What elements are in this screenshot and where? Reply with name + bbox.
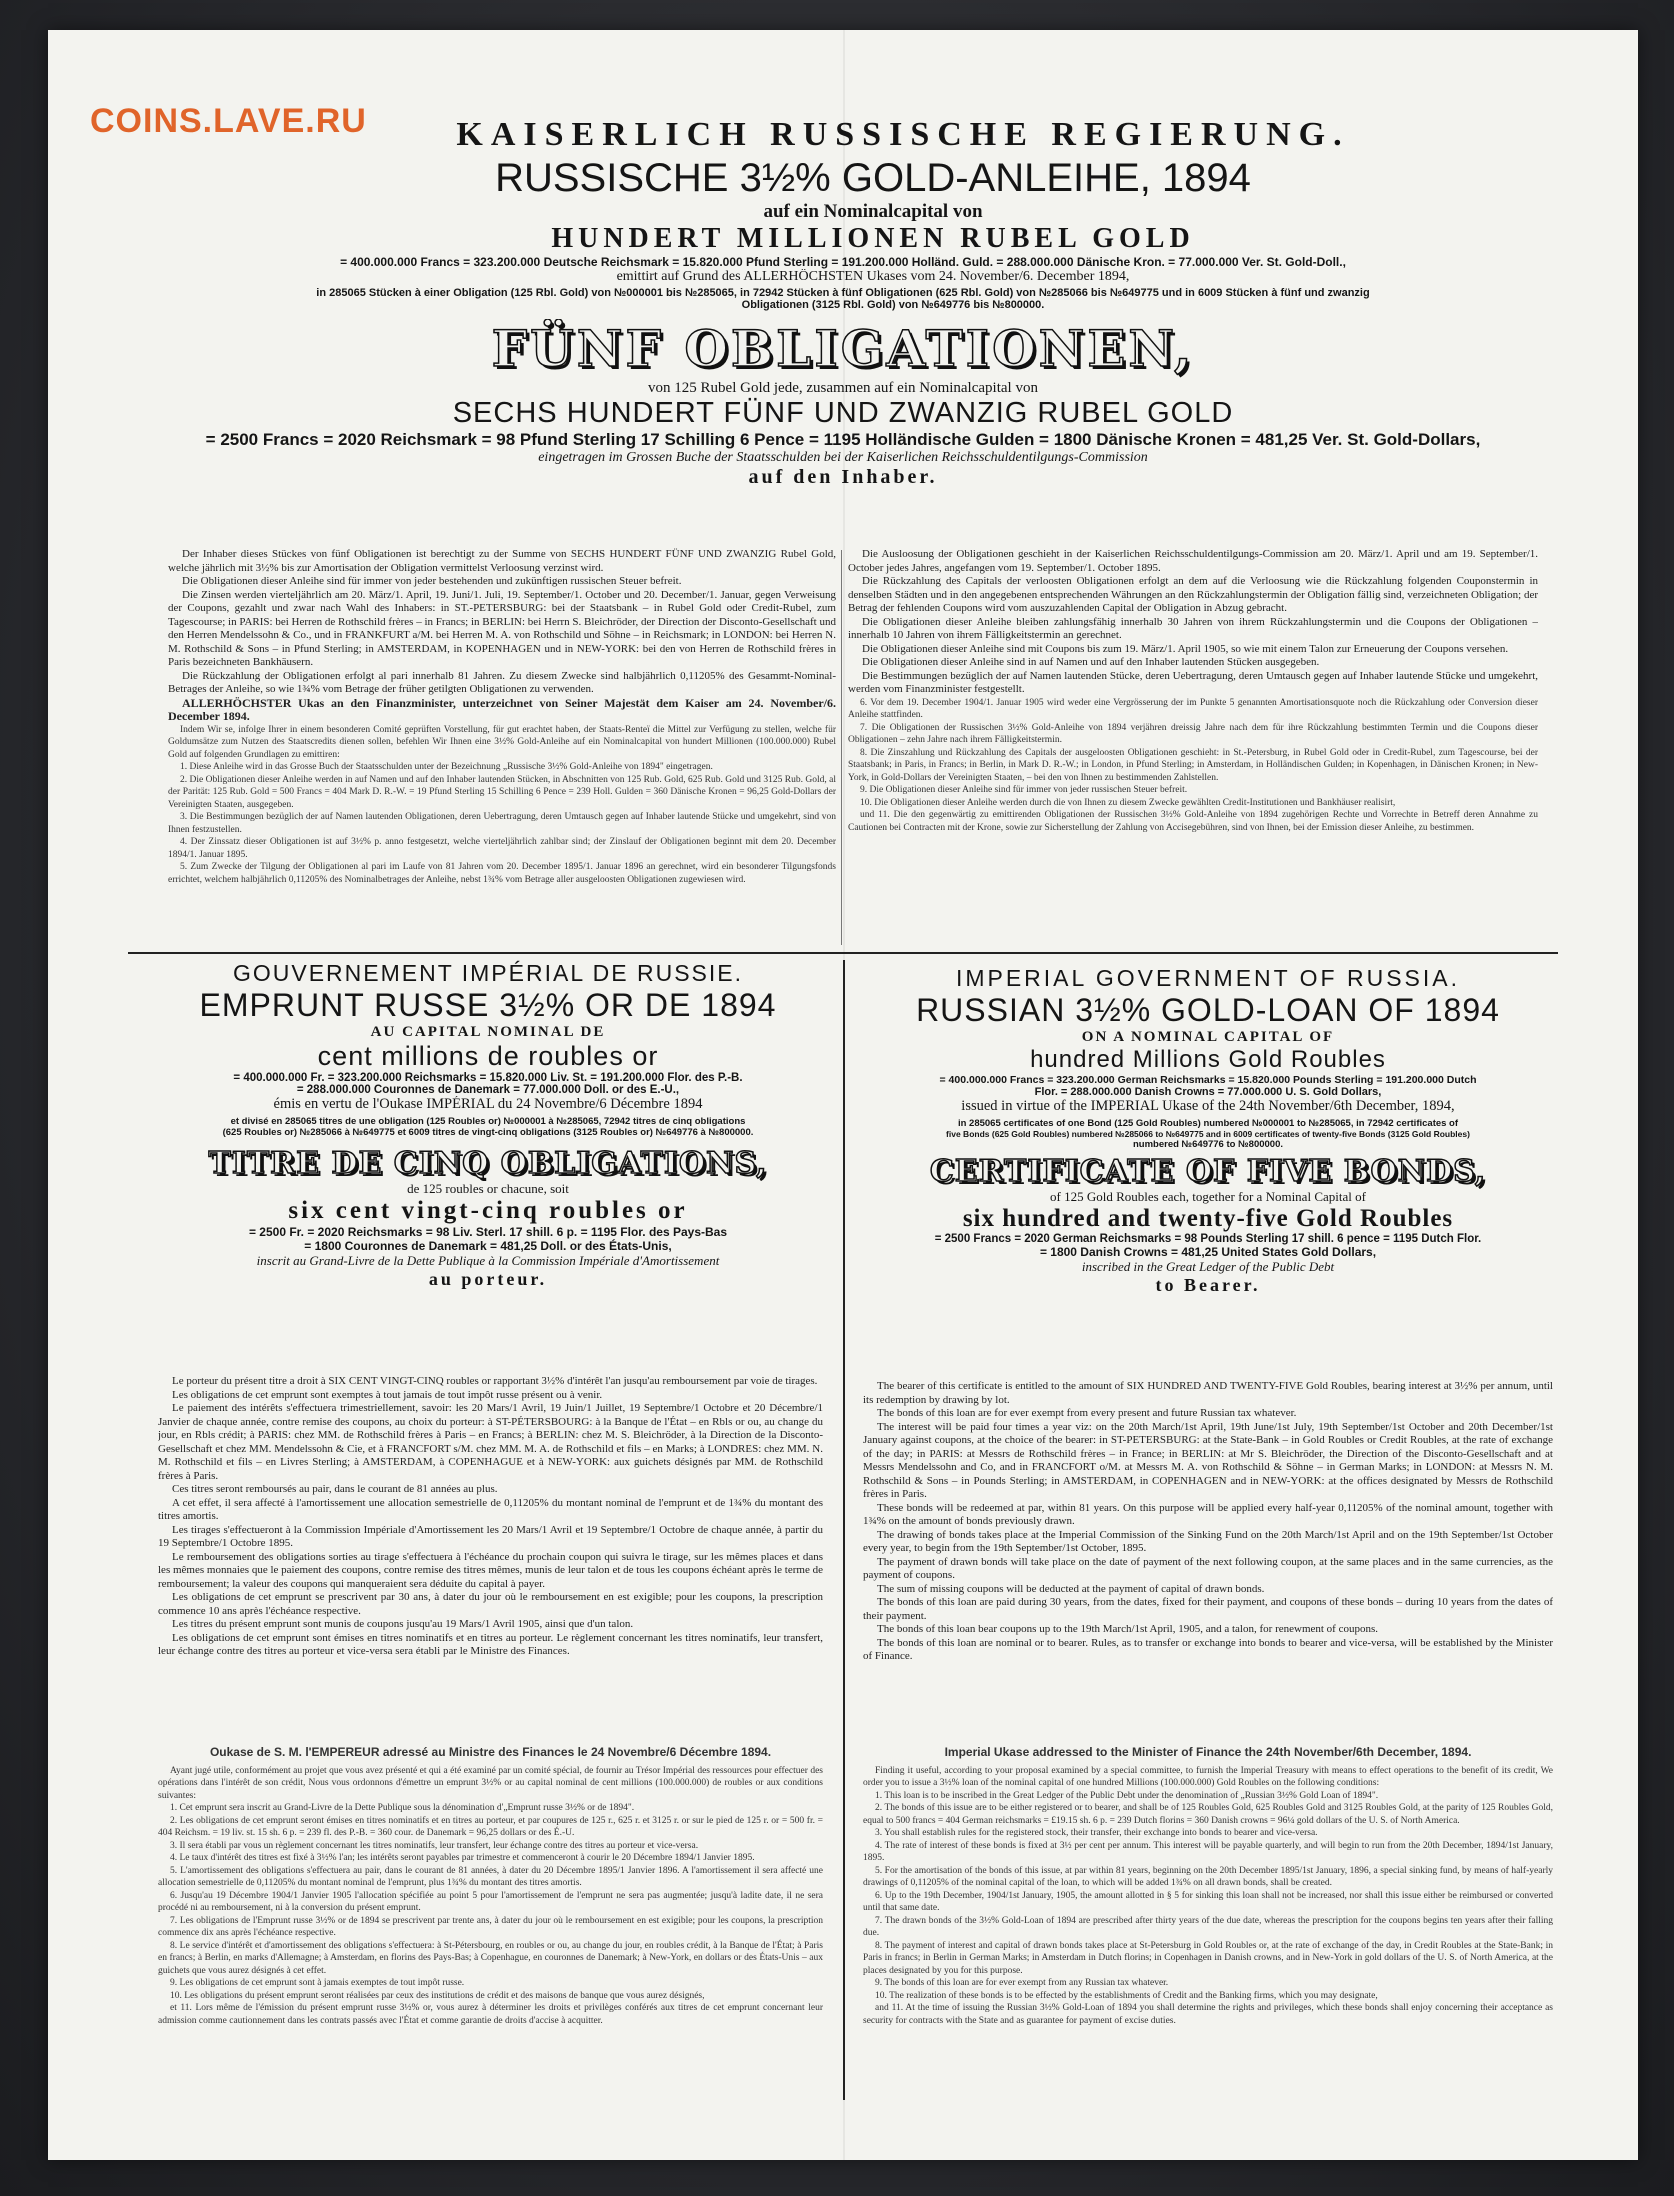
english-government-title: IMPERIAL GOVERNMENT OF RUSSIA.	[955, 965, 1461, 991]
french-para: Les obligations de cet emprunt se prescrivent par 30 ans, à dater du jour où le remboursement en est exigible; pour les coupons, la prescription commence 10 ans après l'échéance respective.	[158, 1591, 823, 1617]
french-ukase-para: 3. Il sera établi par vous un règlement concernant les titres nominatifs, leur transfert, leur échange contre des titres au porteur et vice-versa.	[170, 1840, 699, 1851]
german-certificate-title: FÜNF OBLIGATIONEN,	[491, 319, 1195, 378]
german-terms-right	[848, 548, 1538, 943]
german-left-para: 5. Zum Zwecke der Tilgung der Obligationen al pari im Laufe von 81 Jahren vom 20. December 1895/1. Januar 1896 an gerechnet, wird ein besonderer Tilgungsfonds errichtet, welchem halbjährlich 0,11205% des Nominalbetrages der Anleihe, nebst 1¾% vom Betrage aller ausgeloosten Obligationen zugewiesen wird.	[168, 862, 836, 885]
french-ukase-para: 8. Le service d'intérêt et d'amortissement des obligations s'effectuera: à St-Pétersbourg, en roubles or ou, au change du jour, en roubles crédit, à la Banque de l'État; à Paris en francs; à Berlin, en marks d'Allemagne; à Amsterdam, en florins des Pays-Bas; à Copenhague, en couronnes de Danemark; à New-York, en dollars or des États-Unis – aux guichets que vous aurez désignés à cet effet.	[158, 1940, 823, 1976]
french-capital-amount: cent millions de roubles or	[317, 1041, 659, 1071]
french-para: Ces titres seront remboursés au pair, dans le courant de 81 années au plus.	[172, 1483, 498, 1495]
english-section	[858, 965, 1558, 1296]
english-para: The interest will be paid four times a year viz: on the 20th March/1st April, 19th June/1st July, 19th September/1st October and 20th December/1st January against coupons, at the choice of the bearer: in ST-PETERSBURG: at the State-Bank – in Gold Roubles or Credit Roubles, at the rate of exchange of the day; in PARIS: at Messrs de Rothschild frères – in France; in BERLIN: at Mr S. Bleichröder, the Direction of the Disconto-Gesellschaft and at Messrs Mendelssohn and Co, and in FRANCFORT o/M. at Messrs M. A. von Rothschild & Söhne – in German Marks; in LONDON: at Messrs N. M. Rothschild & Sons – in Pounds Sterling; in AMSTERDAM, in COPENHAGEN and in NEW-YORK: at the offices designated by Messrs de Rothschild frères in Paris.	[863, 1420, 1553, 1500]
english-ukase-para: 1. This loan is to be inscribed in the Great Ledger of the Public Debt under the denomination of „Russian 3½% Gold Loan of 1894".	[875, 1790, 1379, 1801]
french-government-title: GOUVERNEMENT IMPÉRIAL DE RUSSIE.	[232, 960, 744, 986]
english-ledger-note: inscribed in the Great Ledger of the Public Debt	[1081, 1259, 1335, 1274]
english-para: The bearer of this certificate is entitled to the amount of SIX HUNDRED AND TWENTY-FIVE Gold Roubles, bearing interest at 3½% per annum, until its redemption by drawing by lot.	[863, 1380, 1553, 1406]
english-capital-intro: ON A NOMINAL CAPITAL OF	[1081, 1029, 1335, 1045]
english-para: These bonds will be redeemed at par, within 81 years. On this purpose will be applied every half-year 0,11205% of the nominal amount, together with 1¾% on the amount of bonds previously drawn.	[863, 1501, 1553, 1527]
german-ukase-reference: emittirt auf Grund des ALLERHÖCHSTEN Ukases vom 24. November/6. December 1894,	[616, 269, 1130, 284]
german-left-para: Indem Wir se, infolge Ihrer in einem besonderen Comité geprüften Vorstellung, für gut erachtet haben, der Staats-Renteï die Mittel zur Verfügung zu stellen, welche für Goldumsätze zum Nutzen des Staatscredits dienen sollen, befehlen Wir Ihnen eine 3½% Gold-Anleihe auf ein Nominalcapital von hundert Millionen (100.000.000) Rubel Gold auf folgenden Grundlagen zu emittiren:	[168, 724, 836, 760]
english-bearer: to Bearer.	[1155, 1275, 1261, 1295]
french-para: A cet effet, il sera affecté à l'amortissement une allocation semestrielle de 0,11205% du montant nominal de l'emprunt et de 1¾% du montant des titres amortis.	[158, 1496, 823, 1522]
french-issue-details: et divisé en 285065 titres de une obligation (125 Roubles or) №000001 à №285065, 72942 titres de cinq obligations	[230, 1116, 746, 1127]
german-left-para: 4. Der Zinssatz dieser Obligationen ist auf 3½% p. anno festgesetzt, welche vierteljährlich zahlbar sind; der Zinslauf der Obligationen beginnt mit dem 20. December 1894/1. Januar 1895.	[168, 837, 836, 860]
german-column-divider	[841, 550, 842, 945]
english-terms	[863, 1380, 1553, 1735]
french-capital-intro: AU CAPITAL NOMINAL DE	[370, 1024, 606, 1040]
french-loan-title: EMPRUNT RUSSE 3½% OR DE 1894	[199, 987, 777, 1023]
german-left-para: Die Rückzahlung der Obligationen erfolgt al pari innerhalb 81 Jahren. Zu diesem Zwecke sind halbjährlich 0,11205% des Gesammt-Nominal-Betrages der Anleihe, so wie 1¾% vom Betrage der früher getilgten Obligationen zu verwenden.	[168, 669, 836, 695]
german-loan-title: RUSSISCHE 3½% GOLD-ANLEIHE, 1894	[495, 156, 1251, 200]
french-ukase-para: Ayant jugé utile, conformément au projet que vous avez présenté et qui a été examiné par un comité spécial, de fournir au Trésor Impérial des ressources pour effectuer des opérations dans l'intérêt de son crédit, Nous vous ordonnons d'émettre un emprunt 3½% or au capital nominal de cent millions (100.000.000) de roubles or aux conditions suivantes:	[158, 1765, 823, 1801]
french-currency-equivalents: = 400.000.000 Fr. = 323.200.000 Reichsmarks = 15.820.000 Liv. St. = 191.200.000 Flor. des P.-B.	[233, 1072, 743, 1084]
english-ukase-para: 8. The payment of interest and capital of drawn bonds takes place at St-Petersburg in Gold Roubles or, at the rate of exchange of the day, in Credit Roubles at the State-Bank; in Paris in francs; in Berlin in German Marks; in Amsterdam in Dutch florins; in Copenhagen in Danish crowns, and in New-York in gold dollars of the U. S. of North America, at the places designated by you for this purpose.	[863, 1940, 1553, 1976]
french-ukase-para: 2. Les obligations de cet emprunt seront émises en titres nominatifs et en titres au porteur, et par coupures de 125 r., 625 r. et 3125 r. or sur le pied de 125 r. or = 500 fr. = 404 Reichsm. = 19 liv. st. 15 sh. 6 p. = 239 fl. des P.-B. = 360 cour. de Danemark = 96,25 dollars or des É.-U.	[158, 1815, 823, 1838]
english-ukase-para: 5. For the amortisation of the bonds of this issue, at par within 81 years, beginning on the 20th December 1895/1st January, 1896, a special sinking fund, by means of half-yearly drawings of 0,11205% of the nominal capital of the loan, to which will be added 1¾% on all drawn bonds, shall be created.	[863, 1865, 1553, 1888]
english-certificate-title: CERTIFICATE OF FIVE BONDS,	[929, 1154, 1487, 1189]
french-ukase-reference: émis en vertu de l'Oukase IMPÉRIAL du 24 Novembre/6 Décembre 1894	[273, 1096, 703, 1112]
english-ukase-para: 4. The rate of interest of these bonds is fixed at 3½ per cent per annum. This interest will be payable quarterly, and will begin to run from the 20th December, 1894/1st January, 1895.	[863, 1840, 1553, 1863]
french-ukase-para: 5. L'amortissement des obligations s'effectuera au pair, dans le courant de 81 années, à dater du 20 Décembre 1895/1 Janvier 1896. A l'amortissement il sera affecté une allocation semestrielle de 0,11205% du montant nominal de l'emprunt, plus 1¾% du montant des titres amortis.	[158, 1865, 823, 1888]
german-section	[108, 116, 1578, 489]
english-issue-details: in 285065 certificates of one Bond (125 Gold Roubles) numbered №000001 to №285065, in 72942 certificates of	[957, 1118, 1459, 1129]
english-ukase-para: 2. The bonds of this issue are to be either registered or to bearer, and shall be of 125 Roubles Gold, 625 Roubles Gold and 3125 Roubles Gold, at the parity of 125 Roubles Gold, equal to 500 francs = 404 German reichsmarks = £19.15 sh. 6 p. = 239 Dutch florins = 360 Danish crowns = 96¼ gold dollars of the U. S. of North America.	[863, 1803, 1553, 1826]
english-ukase-para: 7. The drawn bonds of the 3½% Gold-Loan of 1894 are prescribed after thirty years of the due date, whereas the prescription for the coupons begins ten years after their falling due.	[863, 1915, 1553, 1938]
german-right-para: 10. Die Obligationen dieser Anleihe werden durch die von Ihnen zu diesem Zwecke gewählten Credit-Institutionen und Bankhäuser realisirt,	[860, 797, 1396, 808]
english-issue-details-2: five Bonds (625 Gold Roubles) numbered №285066 to №649775 and in 6009 certificates of twenty-five Bonds (3125 Gold Roubles)	[946, 1129, 1470, 1139]
french-ukase-para: 10. Les obligations du présent emprunt seront réalisées par ceux des institutions de crédit et des maisons de banque que vous aurez désignés,	[170, 1990, 705, 2001]
french-bearer: au porteur.	[428, 1269, 548, 1289]
german-ukase-heading: ALLERHÖCHSTER Ukas an den Finanzminister, unterzeichnet von Seiner Majestät dem Kaiser am 24. November/6. December 1894.	[168, 695, 836, 723]
english-para: The bonds of this loan are for ever exempt from every present and future Russian tax whatever.	[877, 1407, 1297, 1419]
english-issue-details-3: numbered №649776 to №800000.	[1132, 1139, 1284, 1150]
german-bond-total: SECHS HUNDERT FÜNF UND ZWANZIG RUBEL GOLD	[452, 397, 1234, 429]
english-para: The bonds of this loan are paid during 30 years, from the dates, fixed for their payment, and coupons of these bonds – during 10 years from the dates of their payment.	[863, 1596, 1553, 1622]
french-bond-equivalents: = 2500 Fr. = 2020 Reichsmarks = 98 Liv. Sterl. 17 shill. 6 p. = 1195 Flor. des Pays-Bas	[248, 1225, 728, 1239]
english-currency-equivalents: = 400.000.000 Francs = 323.200.000 German Reichsmarks = 15.820.000 Pounds Sterling = 191.200.000 Dutch	[939, 1074, 1477, 1086]
english-ukase-para: 9. The bonds of this loan are for ever exempt from any Russian tax whatever.	[875, 1978, 1169, 1988]
german-bond-denomination: von 125 Rubel Gold jede, zusammen auf ein Nominalcapital von	[648, 380, 1038, 396]
english-para: The payment of drawn bonds will take place on the date of payment of the next following coupon, at the same places and in the same currencies, as the payment of coupons.	[863, 1555, 1553, 1581]
section-divider	[128, 952, 1558, 954]
german-terms-left	[168, 548, 836, 943]
german-bond-equivalents: = 2500 Francs = 2020 Reichsmark = 98 Pfund Sterling 17 Schilling 6 Pence = 1195 Holländische Gulden = 1800 Dänische Kronen = 481,25 Ver. St. Gold-Dollars,	[205, 430, 1481, 449]
french-ukase	[158, 1742, 823, 2097]
french-para: Le paiement des intérêts s'effectuera trimestriellement, savoir: les 20 Mars/1 Avril, 19 Juin/1 Juillet, 19 Septembre/1 Octobre et 20 Décembre/1 Janvier de chaque année, contre remise des coupons, au choix du porteur: à ST-PÉTERSBOURG: à la Banque de l'État – en Rbls or ou, au change du jour, en Rbls crédit; à PARIS: chez MM. de Rothschild frères à Paris – en Francs; à BERLIN: chez M. S. Bleichröder, à la Direction de la Disconto-Gesellschaft et chez MM. Mendelssohn & Cie, et à FRANCFORT s/M. chez MM. M. A. de Rothschild et fils – en Marks; à LONDRES: chez MM. N. M. Rothschild et fils – en Livres Sterling; à AMSTERDAM, à COPENHAGUE et à NEW-YORK: aux guichets désignés par MM. de Rothschild frères à Paris.	[158, 1402, 823, 1482]
german-government-title: KAISERLICH RUSSISCHE REGIERUNG.	[456, 116, 1350, 153]
french-section	[148, 960, 828, 1290]
german-right-para: Die Ausloosung der Obligationen geschieht in der Kaiserlichen Reichsschuldentilgungs-Commission am 20. März/1. April und am 19. September/1. October jedes Jahres, angefangen vom 19. September/1. October 1895.	[848, 548, 1538, 574]
french-ledger-note: inscrit au Grand-Livre de la Dette Publique à la Commission Impériale d'Amortissement	[256, 1253, 720, 1268]
english-bond-equivalents-2: = 1800 Danish Crowns = 481,25 United States Gold Dollars,	[1039, 1245, 1377, 1259]
german-right-para: 9. Die Obligationen dieser Anleihe sind für immer von jeder russischen Steuer befreit.	[860, 785, 1188, 795]
german-right-para: 6. Vor dem 19. December 1904/1. Januar 1905 wird weder eine Vergrösserung der im Punkte 5 genannten Amortisationsquote noch die Rückzahlung oder Conversion dieser Anleihe stattfinden.	[848, 697, 1538, 720]
french-ukase-para: et 11. Lors même de l'émission du présent emprunt russe 3½% or, vous aurez à déterminer les droits et privilèges conférés aux titres de cet emprunt concernant leur admission comme cautionnement dans les contrats passés avec l'État et comme garantie de droits d'accise à acquitter.	[158, 2003, 823, 2026]
french-para: Les obligations de cet emprunt sont émises en titres nominatifs et en titres au porteur. Le règlement concernant les titres nominatifs, leur transfert, leur échange contre des titres au porteur et vice-versa sera établi par le Ministre des Finances.	[158, 1631, 823, 1657]
french-bond-denomination: de 125 roubles or chacune, soit	[407, 1181, 569, 1196]
english-ukase-para: Finding it useful, according to your proposal examined by a special committee, to furnish the Imperial Treasury with means to effect operations to the benefit of its credit, We order you to issue a 3½% loan of the nominal capital of one hundred Millions (100.000.000) Gold Roubles on the following conditions:	[863, 1765, 1553, 1788]
english-ukase-reference: issued in virtue of the IMPERIAL Ukase of the 24th November/6th December, 1894,	[961, 1098, 1455, 1114]
german-right-para: Die Bestimmungen bezüglich der auf Namen lautenden Stücke, deren Uebertragung, deren Umtausch gegen auf Inhaber lautende Stücke und umgekehrt, werden vom Finanzminister festgestellt.	[848, 669, 1538, 695]
french-terms	[158, 1375, 823, 1737]
german-left-para: Die Zinsen werden vierteljährlich am 20. März/1. April, 19. Juni/1. Juli, 19. September/1. October und 20. December/1. Januar, gegen Verweisung der Coupons, gezahlt und zwar nach Wahl des Inhabers: in ST.-PETERSBURG: bei der Staatsbank – in Rubel Gold oder Credit-Rubel, zum Tagescourse; in PARIS: bei Herren de Rothschild frères – in Francs; in BERLIN: bei Herrn S. Bleichröder, der Direction der Disconto-Gesellschaft und den Herren Mendelssohn & Co., und in FRANKFURT a/M. bei Herren M. A. von Rothschild und Söhne – in Reichsmark; in LONDON: bei Herren N. M. Rothschild & Sons – in Pfund Sterling; in AMSTERDAM, in KOPENHAGEN und in NEW-YORK: bei den von Herren de Rothschild frères in Paris bezeichneten Bankhäusern.	[168, 588, 836, 668]
german-ledger-note: eingetragen im Grossen Buche der Staatsschulden bei der Kaiserlichen Reichsschuldentilgungs-Commission	[538, 450, 1148, 465]
french-certificate-title: TITRE DE CINQ OBLIGATIONS,	[208, 1146, 768, 1181]
german-issue-details-2: Obligationen (3125 Rbl. Gold) von №649776 bis №800000.	[741, 299, 1045, 311]
german-right-para: Die Rückzahlung des Capitals der verloosten Obligationen erfolgt an dem auf die Verloosung wie die Rückzahlung folgenden Couponstermin in denselben Städten und in den angegebenen entsprechenden Währungen an den Rückzahlungstermin der Obligation fällig sind, verzeichneten Obligation; der Betrag der fehlenden Coupons wird vom auszuzahlenden Capital der Obligation in Abzug gebracht.	[848, 575, 1538, 614]
french-para: Le porteur du présent titre a droit à SIX CENT VINGT-CINQ roubles or rapportant 3½% d'intérêt l'an jusqu'au remboursement par voie de tirages.	[172, 1375, 818, 1387]
french-para: Les obligations de cet emprunt sont exemptes à tout jamais de tout impôt russe présent ou à venir.	[172, 1388, 603, 1401]
french-issue-details-2: (625 Roubles or) №285066 à №649775 et 6009 titres de vingt-cinq obligations (3125 Roubles or) №649776 à №800000.	[222, 1127, 754, 1138]
english-bond-total: six hundred and twenty-five Gold Roubles	[962, 1205, 1454, 1232]
german-currency-equivalents: = 400.000.000 Francs = 323.200.000 Deutsche Reichsmark = 15.820.000 Pfund Sterling = 191.200.000 Holländ. Guld. = 288.000.000 Dänische Kron. = 77.000.000 Ver. St. Gold-Doll.,	[340, 255, 1346, 269]
english-ukase-para: 3. You shall establish rules for the registered stock, their transfer, their exchange into bonds to bearer and vice-versa.	[875, 1828, 1318, 1838]
english-ukase-para: 10. The realization of these bonds is to be effected by the establishments of Credit and the Banking firms, which you may designate,	[875, 1990, 1378, 2001]
german-left-para: 1. Diese Anleihe wird in das Grosse Buch der Staatsschulden unter der Bezeichnung „Russische 3½% Gold-Anleihe von 1894" eingetragen.	[180, 762, 713, 772]
german-right-para: 8. Die Zinszahlung und Rückzahlung des Capitals der ausgeloosten Obligationen geschieht: in St.-Petersburg, in Rubel Gold oder in Credit-Rubel, zum Tagescourse, bei der Staatsbank; in Paris, in Francs; in Berlin, in Mark D. R.-W.; in London, in Pfund Sterling; in Amsterdam, in Holländischen Gulden; in Kopenhagen, in Dänischen Kronen; in New-York, in Gold-Dollars der Vereinigten Staaten, – bei den von Ihnen zu bestimmenden Zahlstellen.	[848, 747, 1538, 783]
french-para: Les titres du présent emprunt sont munis de coupons jusqu'au 19 Mars/1 Avril 1905, ainsi que d'un talon.	[172, 1618, 634, 1630]
english-bond-denomination: of 125 Gold Roubles each, together for a Nominal Capital of	[1050, 1189, 1366, 1204]
german-bearer: auf den Inhaber.	[748, 466, 938, 488]
language-divider	[843, 960, 845, 2100]
french-currency-equivalents-2: = 288.000.000 Couronnes de Danemark = 77.000.000 Doll. or des É.-U.,	[296, 1084, 680, 1096]
german-right-para: Die Obligationen dieser Anleihe sind in auf Namen und auf den Inhaber lautenden Stücken ausgegeben.	[862, 656, 1320, 668]
french-ukase-para: 9. Les obligations de cet emprunt sont à jamais exemptes de tout impôt russe.	[170, 1978, 465, 1988]
french-para: Les tirages s'effectueront à la Commission Impériale d'Amortissement les 20 Mars/1 Avril et 19 Septembre/1 Octobre de chaque année, à partir du 19 Septembre/1 Octobre 1895.	[158, 1523, 823, 1549]
german-left-para: 2. Die Obligationen dieser Anleihe werden in auf Namen und auf den Inhaber lautenden Stücken, in Abschnitten von 125 Rub. Gold, 625 Rub. Gold und 3125 Rub. Gold, al der Parität: 125 Rub. Gold = 500 Francs = 404 Mark D. R.-W. = 19 Pfund Sterling 15 Schilling 6 Pence = 239 Holl. Gulden = 360 Dänische Kronen = 96,25 Gold-Dollars der Vereinigten Staaten, ausgegeben.	[168, 774, 836, 810]
french-ukase-para: 4. Le taux d'intérêt des titres est fixé à 3½% l'an; les intérêts seront payables par trimestre et commenceront à courir le 20 Décembre 1894/1 Janvier 1895.	[170, 1853, 755, 1863]
french-para: Le remboursement des obligations sorties au tirage s'effectuera à l'échéance du prochain coupon qui suivra le tirage, sur les mêmes places et dans les mêmes monnaies que le paiement des coupons, contre remise des titres mêmes, munis de leur talon et de tous les coupons échéant après le terme de remboursement; la valeur des coupons qui manqueraient sera déduite du capital à payer.	[158, 1550, 823, 1590]
english-para: The sum of missing coupons will be deducted at the payment of capital of drawn bonds.	[877, 1582, 1265, 1595]
english-para: The bonds of this loan are nominal or to bearer. Rules, as to transfer or exchange into bonds to bearer and vice-versa, will be established by the Minister of Finance.	[863, 1636, 1553, 1662]
english-para: The drawing of bonds takes place at the Imperial Commission of the Sinking Fund on the 20th March/1st April and on the 19th September/1st October every year, to begin from the 19th September/1st October, 1895.	[863, 1528, 1553, 1554]
german-right-para: 7. Die Obligationen der Russischen 3½% Gold-Anleihe von 1894 verjähren dreissig Jahre nach dem für ihre Rückzahlung bestimmten Termin und die Coupons dieser Obligationen – zehn Jahre nach ihrem Fälligkeitstermin.	[848, 722, 1538, 745]
english-capital-amount: hundred Millions Gold Roubles	[1030, 1046, 1386, 1073]
german-left-para: Die Obligationen dieser Anleihe sind für immer von jeder bestehenden und zukünftigen russischen Steuer befreit.	[182, 575, 682, 587]
french-ukase-para: 7. Les obligations de l'Emprunt russe 3½% or de 1894 se prescrivent par trente ans, à dater du jour où le remboursement en est exigible; pour les coupons, la prescription commence dix ans après l'échéance respective.	[158, 1915, 823, 1938]
french-ukase-para: 6. Jusqu'au 19 Décembre 1904/1 Janvier 1905 l'allocation spécifiée au point 5 pour l'amortissement de l'emprunt ne sera pas augmentée; jusqu'à ladite date, il ne sera procédé ni au remboursement, ni à la conversion du présent emprunt.	[158, 1890, 823, 1913]
french-bond-equivalents-2: = 1800 Couronnes de Danemark = 481,25 Doll. or des États-Unis,	[304, 1239, 672, 1253]
german-issue-details: in 285065 Stücken à einer Obligation (125 Rbl. Gold) von №000001 bis №285065, in 72942 Stücken à fünf Obligationen (625 Rbl. Gold) von №285066 bis №649775 und in 6009 Stücken à fünf und zwanzig	[316, 287, 1370, 299]
english-bond-equivalents: = 2500 Francs = 2020 German Reichsmarks = 98 Pounds Sterling 17 shill. 6 pence = 1195 Dutch Flor.	[934, 1233, 1482, 1245]
german-capital-intro: auf ein Nominalcapital von	[763, 201, 983, 222]
bond-certificate	[48, 30, 1638, 2160]
french-ukase-title: Oukase de S. M. l'EMPEREUR adressé au Ministre des Finances le 24 Novembre/6 Décembre 1894.	[209, 1745, 772, 1759]
english-ukase	[863, 1742, 1553, 2097]
german-right-para: und 11. Die den gegenwärtig zu emittirenden Obligationen der Russischen 3½% Gold-Anleihe von 1894 zugehörigen Rechte und Vorrechte in Betreff deren Annahme zu Cautionen bei Contracten mit der Krone, sowie zur Sicherstellung der Zahlung von Accisegebühren, sind von Ihnen, bei der Emission dieser Anleihe, zu bestimmen.	[848, 810, 1538, 833]
watermark: COINS.LAVE.RU	[90, 102, 367, 140]
german-right-para: Die Obligationen dieser Anleihe bleiben zahlungsfähig innerhalb 30 Jahren von ihrem Rückzahlungstermin und die Coupons der Obligationen – innerhalb 10 Jahren von ihrem Fälligkeitstermin an gerechnet.	[848, 615, 1538, 641]
german-right-para: Die Obligationen dieser Anleihe sind mit Coupons bis zum 19. März/1. April 1905, so wie mit einem Talon zur Erneuerung der Coupons versehen.	[862, 642, 1509, 655]
french-bond-total: six cent vingt-cinq roubles or	[288, 1197, 688, 1224]
english-ukase-para: and 11. At the time of issuing the Russian 3½% Gold-Loan of 1894 you shall determine the rights and privileges, which these bonds shall enjoy concerning their acceptance as security for contracts with the State and as guarantee for payment of excise duties.	[863, 2003, 1553, 2026]
english-currency-equivalents-2: Flor. = 288.000.000 Danish Crowns = 77.000.000 U. S. Gold Dollars,	[1034, 1086, 1382, 1098]
english-ukase-title: Imperial Ukase addressed to the Minister of Finance the 24th November/6th December, 1894.	[944, 1745, 1472, 1759]
german-left-para: Der Inhaber dieses Stückes von fünf Obligationen ist berechtigt zu der Summe von SECHS HUNDERT FÜNF UND ZWANZIG Rubel Gold, welche jährlich mit 3½% bis zur Amortisation der Obligation vermittelst Verloosung verzinst wird.	[168, 548, 836, 574]
english-loan-title: RUSSIAN 3½% GOLD-LOAN OF 1894	[916, 992, 1500, 1028]
german-capital-amount: HUNDERT MILLIONEN RUBEL GOLD	[551, 223, 1195, 254]
german-left-para: 3. Die Bestimmungen bezüglich der auf Namen lautenden Obligationen, deren Uebertragung, deren Umtausch gegen auf Inhaber lautende Stücke und umgekehrt, sind von Ihnen festzustellen.	[168, 812, 836, 835]
french-ukase-para: 1. Cet emprunt sera inscrit au Grand-Livre de la Dette Publique sous la dénomination d'„Emprunt russe 3½% or de 1894".	[170, 1803, 635, 1813]
english-ukase-para: 6. Up to the 19th December, 1904/1st January, 1905, the amount allotted in § 5 for sinking this loan shall not be increased, nor shall this issue either be reimbursed or converted until that same date.	[863, 1890, 1553, 1913]
english-para: The bonds of this loan bear coupons up to the 19th March/1st April, 1905, and a talon, for renewment of coupons.	[877, 1623, 1379, 1635]
